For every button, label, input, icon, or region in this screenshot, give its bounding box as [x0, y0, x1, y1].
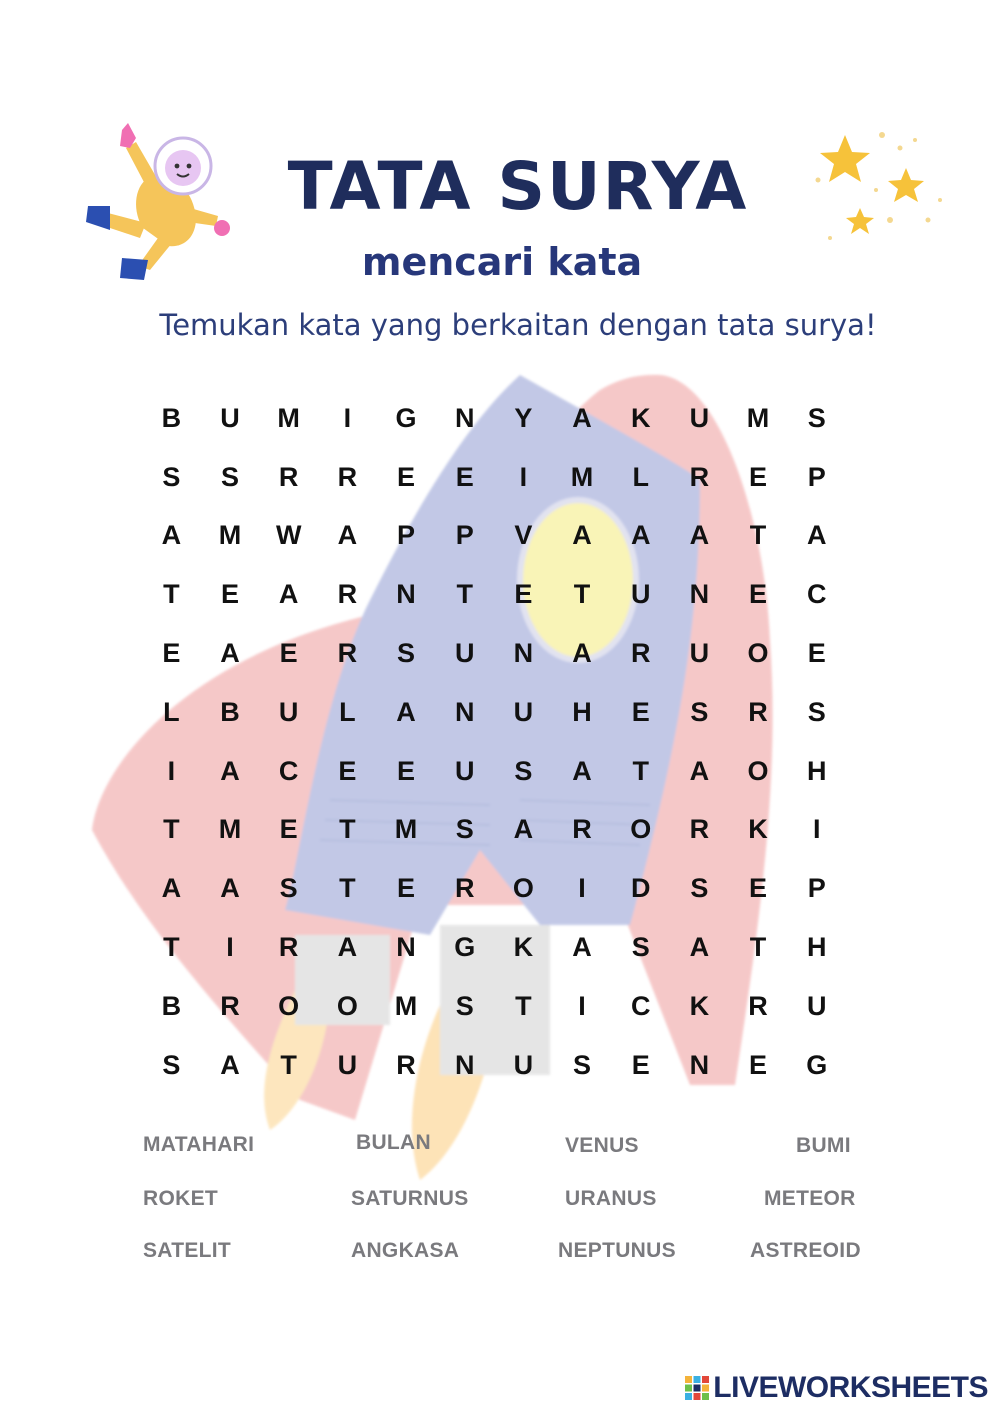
grid-letter[interactable]: K	[630, 402, 651, 433]
grid-letter[interactable]: N	[513, 638, 534, 669]
grid-letter[interactable]: O	[747, 755, 769, 786]
grid-letter[interactable]: U	[454, 755, 475, 786]
grid-letter[interactable]: S	[631, 932, 650, 963]
grid-letter[interactable]: E	[749, 579, 768, 610]
grid-letter[interactable]: N	[396, 579, 416, 610]
grid-letter[interactable]: P	[807, 461, 826, 492]
grid-letter[interactable]: E	[807, 638, 826, 669]
word-bank-item: METEOR	[764, 1187, 856, 1210]
grid-letter[interactable]: N	[454, 1049, 475, 1080]
grid-letter[interactable]: I	[578, 990, 586, 1021]
grid-letter[interactable]: R	[396, 1049, 416, 1080]
grid-row	[142, 1036, 846, 1095]
grid-letter[interactable]: O	[336, 990, 358, 1021]
grid-letter[interactable]: R	[220, 990, 240, 1021]
grid-letter[interactable]: N	[454, 402, 475, 433]
grid-letter[interactable]: S	[162, 1049, 181, 1080]
grid-letter[interactable]: S	[162, 461, 181, 492]
grid-letter[interactable]: S	[455, 990, 474, 1021]
grid-letter[interactable]: I	[226, 932, 234, 963]
grid-letter[interactable]: A	[572, 520, 592, 551]
liveworksheets-logo-icon	[685, 1376, 709, 1400]
grid-letter[interactable]: A	[572, 755, 592, 786]
grid-letter[interactable]: U	[220, 402, 240, 433]
grid-letter[interactable]: R	[278, 461, 299, 492]
word-bank-item: VENUS	[565, 1134, 639, 1157]
word-bank-item: URANUS	[565, 1187, 657, 1210]
grid-letter[interactable]: T	[163, 814, 180, 845]
grid-letter[interactable]: E	[455, 461, 474, 492]
grid-letter[interactable]: A	[572, 638, 592, 669]
grid-letter[interactable]: S	[690, 873, 709, 904]
grid-letter[interactable]: A	[161, 873, 182, 904]
grid-row	[142, 742, 846, 801]
grid-letter[interactable]: G	[806, 1049, 828, 1080]
grid-row	[142, 507, 846, 566]
grid-letter[interactable]: A	[220, 873, 240, 904]
grid-letter[interactable]: P	[397, 520, 416, 551]
grid-letter[interactable]: T	[163, 932, 180, 963]
grid-letter[interactable]: U	[454, 638, 475, 669]
page-subtitle: mencari kata	[361, 240, 643, 284]
grid-letter[interactable]: P	[455, 520, 474, 551]
grid-letter[interactable]: U	[513, 1049, 534, 1080]
grid-row	[142, 918, 846, 977]
grid-letter[interactable]: O	[630, 814, 652, 845]
word-bank-item: NEPTUNUS	[558, 1239, 676, 1262]
grid-letter[interactable]: E	[397, 461, 416, 492]
word-bank-item: BULAN	[356, 1131, 431, 1154]
grid-letter[interactable]: A	[278, 579, 299, 610]
grid-letter[interactable]: N	[689, 1049, 710, 1080]
grid-letter[interactable]: E	[221, 579, 240, 610]
grid-row	[142, 565, 846, 624]
grid-letter[interactable]: S	[807, 402, 826, 433]
grid-letter[interactable]: T	[456, 579, 473, 610]
grid-letter[interactable]: G	[395, 402, 417, 433]
grid-letter[interactable]: I	[167, 755, 176, 786]
grid-letter[interactable]: T	[339, 873, 356, 904]
word-search-grid	[142, 389, 846, 1095]
word-bank-item: SATURNUS	[351, 1187, 469, 1210]
grid-letter[interactable]: E	[397, 873, 416, 904]
grid-row	[142, 859, 846, 918]
grid-letter[interactable]: Y	[514, 402, 533, 433]
grid-row	[142, 448, 846, 507]
grid-letter[interactable]: U	[806, 990, 827, 1021]
grid-letter[interactable]: U	[630, 579, 651, 610]
grid-letter[interactable]: E	[631, 1049, 650, 1080]
grid-letter[interactable]: M	[746, 402, 770, 433]
grid-letter[interactable]: K	[689, 990, 710, 1021]
grid-letter[interactable]: S	[221, 461, 240, 492]
grid-letter[interactable]: E	[749, 1049, 768, 1080]
word-bank-item: MATAHARI	[143, 1133, 255, 1156]
grid-letter[interactable]: N	[396, 932, 416, 963]
grid-letter[interactable]: L	[163, 696, 180, 727]
grid-letter[interactable]: T	[749, 932, 767, 963]
grid-letter[interactable]: O	[747, 638, 769, 669]
grid-letter[interactable]: O	[278, 990, 300, 1021]
grid-row	[142, 389, 846, 448]
grid-letter[interactable]: U	[513, 696, 534, 727]
grid-letter[interactable]: U	[337, 1049, 358, 1080]
grid-letter[interactable]: E	[279, 814, 298, 845]
grid-letter[interactable]: T	[632, 755, 649, 786]
grid-letter[interactable]: A	[337, 520, 358, 551]
grid-letter[interactable]: A	[806, 520, 827, 551]
grid-letter[interactable]: E	[514, 579, 533, 610]
grid-letter[interactable]: U	[278, 696, 299, 727]
grid-letter[interactable]: E	[631, 696, 650, 727]
grid-row	[142, 624, 846, 683]
grid-letter[interactable]: A	[220, 1049, 240, 1080]
grid-letter[interactable]: H	[806, 932, 827, 963]
grid-letter[interactable]: R	[748, 696, 768, 727]
grid-letter[interactable]: M	[218, 520, 242, 551]
grid-letter[interactable]: R	[630, 638, 651, 669]
grid-letter[interactable]: T	[573, 579, 591, 610]
grid-letter[interactable]: E	[162, 638, 181, 669]
grid-letter[interactable]: A	[396, 696, 416, 727]
grid-letter[interactable]: T	[163, 579, 180, 610]
grid-letter[interactable]: W	[275, 520, 302, 551]
grid-letter[interactable]: S	[514, 755, 533, 786]
grid-letter[interactable]: M	[394, 814, 418, 845]
grid-letter[interactable]: E	[397, 755, 416, 786]
grid-letter[interactable]: S	[690, 696, 709, 727]
liveworksheets-brand	[685, 1371, 988, 1405]
grid-letter[interactable]: R	[454, 873, 475, 904]
grid-letter[interactable]: K	[513, 932, 534, 963]
grid-letter[interactable]: P	[807, 873, 826, 904]
grid-letter[interactable]: M	[394, 990, 418, 1021]
word-bank-item: SATELIT	[143, 1239, 232, 1262]
grid-letter[interactable]: B	[220, 696, 240, 727]
grid-letter[interactable]: M	[277, 402, 300, 433]
grid-letter[interactable]: I	[343, 402, 352, 433]
grid-letter[interactable]: R	[572, 814, 592, 845]
grid-letter[interactable]: M	[570, 461, 594, 492]
grid-letter[interactable]: V	[514, 520, 533, 551]
grid-letter[interactable]: N	[454, 696, 475, 727]
grid-letter[interactable]: E	[749, 461, 768, 492]
grid-letter[interactable]: S	[573, 1049, 592, 1080]
grid-letter[interactable]: A	[337, 932, 358, 963]
grid-letter[interactable]: R	[689, 814, 710, 845]
grid-letter[interactable]: R	[337, 579, 358, 610]
grid-letter[interactable]: C	[630, 990, 651, 1021]
grid-row	[142, 683, 846, 742]
grid-letter[interactable]: R	[748, 990, 768, 1021]
grid-letter[interactable]: S	[397, 638, 416, 669]
grid-letter[interactable]: A	[630, 520, 651, 551]
grid-letter[interactable]: I	[812, 814, 821, 845]
grid-letter[interactable]: N	[689, 579, 710, 610]
grid-letter[interactable]: T	[280, 1049, 297, 1080]
grid-letter[interactable]: A	[689, 520, 710, 551]
grid-letter[interactable]: A	[572, 932, 592, 963]
word-bank-item: ANGKASA	[351, 1239, 460, 1262]
grid-letter[interactable]: I	[519, 461, 528, 492]
grid-letter[interactable]: T	[515, 990, 532, 1021]
word-bank-item: BUMI	[796, 1134, 851, 1157]
grid-letter[interactable]: A	[220, 755, 240, 786]
word-bank-item: ASTREOID	[750, 1239, 861, 1262]
grid-letter[interactable]: S	[455, 814, 474, 845]
grid-letter[interactable]: E	[279, 638, 298, 669]
grid-letter[interactable]: L	[339, 696, 356, 727]
grid-letter[interactable]: U	[689, 638, 710, 669]
grid-letter[interactable]: U	[689, 402, 710, 433]
grid-letter[interactable]: B	[161, 402, 182, 433]
word-bank-item: ROKET	[143, 1187, 218, 1210]
grid-letter[interactable]: C	[278, 755, 299, 786]
grid-row	[142, 801, 846, 860]
grid-letter[interactable]: R	[337, 638, 358, 669]
grid-letter[interactable]: A	[220, 638, 240, 669]
grid-letter[interactable]: C	[806, 579, 827, 610]
grid-letter[interactable]: T	[749, 520, 767, 551]
grid-letter[interactable]: S	[279, 873, 298, 904]
grid-letter[interactable]: D	[630, 873, 651, 904]
grid-letter[interactable]: R	[337, 461, 358, 492]
grid-letter[interactable]: A	[513, 814, 534, 845]
grid-letter[interactable]: K	[748, 814, 768, 845]
grid-letter[interactable]: B	[161, 990, 182, 1021]
grid-letter[interactable]: R	[689, 461, 710, 492]
grid-letter[interactable]: M	[218, 814, 242, 845]
grid-letter[interactable]: R	[278, 932, 299, 963]
grid-letter[interactable]: E	[749, 873, 768, 904]
brand-name: LIVEWORKSHEETS	[713, 1371, 988, 1404]
grid-letter[interactable]: L	[632, 461, 649, 492]
grid-letter[interactable]: H	[572, 696, 592, 727]
instruction-text: Temukan kata yang berkaitan dengan tata surya!	[159, 308, 877, 342]
grid-letter[interactable]: E	[338, 755, 357, 786]
grid-letter[interactable]: A	[161, 520, 182, 551]
grid-letter[interactable]: A	[689, 755, 710, 786]
grid-letter[interactable]: A	[572, 402, 592, 433]
page-title: TATA SURYA	[287, 148, 749, 225]
grid-row	[142, 977, 846, 1036]
grid-letter[interactable]: A	[689, 932, 710, 963]
grid-letter[interactable]: G	[454, 932, 476, 963]
grid-letter[interactable]: T	[339, 814, 356, 845]
grid-letter[interactable]: O	[512, 873, 534, 904]
grid-letter[interactable]: I	[578, 873, 586, 904]
grid-letter[interactable]: H	[806, 755, 827, 786]
grid-letter[interactable]: S	[807, 696, 826, 727]
